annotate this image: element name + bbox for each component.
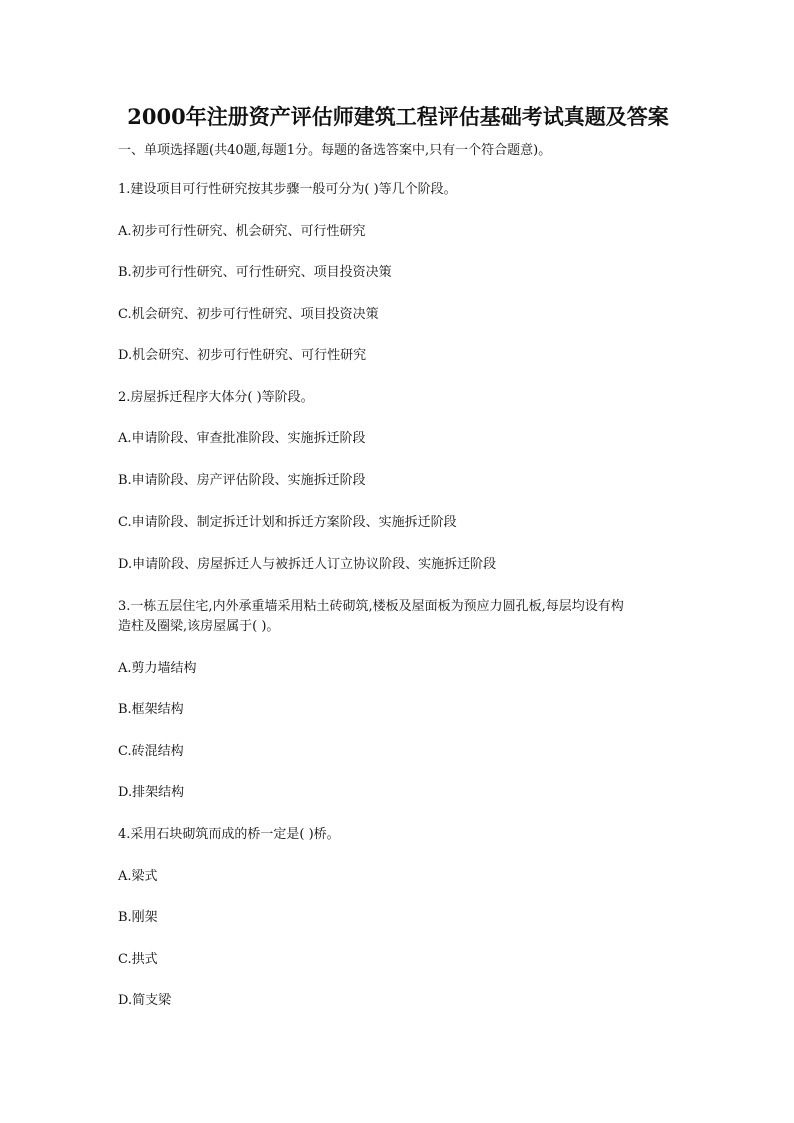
question-2-option-a: A.申请阶段、审查批准阶段、实施拆迁阶段 (118, 431, 366, 446)
question-4-stem: 4.采用石块砌筑而成的桥一定是( )桥。 (118, 827, 340, 842)
question-4-option-d: D.简支梁 (118, 993, 172, 1008)
question-3-stem-line-1: 3.一栋五层住宅,内外承重墙采用粘土砖砌筑,楼板及屋面板为预应力圆孔板,每层均设有构 (118, 599, 624, 614)
section-heading: 一、单项选择题(共40题,每题1分。每题的备选答案中,只有一个符合题意)。 (118, 143, 552, 158)
question-4-option-c: C.拱式 (118, 952, 158, 967)
question-4-option-b: B.刚架 (118, 910, 158, 925)
question-3-option-a: A.剪力墙结构 (118, 661, 197, 676)
question-1-option-c: C.机会研究、初步可行性研究、项目投资决策 (118, 307, 379, 322)
question-2-option-d: D.申请阶段、房屋拆迁人与被拆迁人订立协议阶段、实施拆迁阶段 (118, 557, 497, 572)
document-title: 2000年注册资产评估师建筑工程评估基础考试真题及答案 (127, 104, 669, 129)
question-2-stem: 2.房屋拆迁程序大体分( )等阶段。 (118, 390, 314, 405)
question-1-option-b: B.初步可行性研究、可行性研究、项目投资决策 (118, 265, 392, 280)
question-1-stem: 1.建设项目可行性研究按其步骤一般可分为( )等几个阶段。 (118, 182, 457, 197)
question-3-stem-line-2: 造柱及圈梁,该房屋属于( )。 (118, 619, 280, 634)
question-1-option-a: A.初步可行性研究、机会研究、可行性研究 (118, 224, 366, 239)
question-3-option-b: B.框架结构 (118, 702, 184, 717)
question-2-option-b: B.申请阶段、房产评估阶段、实施拆迁阶段 (118, 473, 366, 488)
question-1-option-d: D.机会研究、初步可行性研究、可行性研究 (118, 348, 367, 363)
question-3-option-c: C.砖混结构 (118, 744, 184, 759)
question-2-option-c: C.申请阶段、制定拆迁计划和拆迁方案阶段、实施拆迁阶段 (118, 515, 457, 530)
question-3-option-d: D.排架结构 (118, 785, 185, 800)
question-4-option-a: A.梁式 (118, 869, 158, 884)
